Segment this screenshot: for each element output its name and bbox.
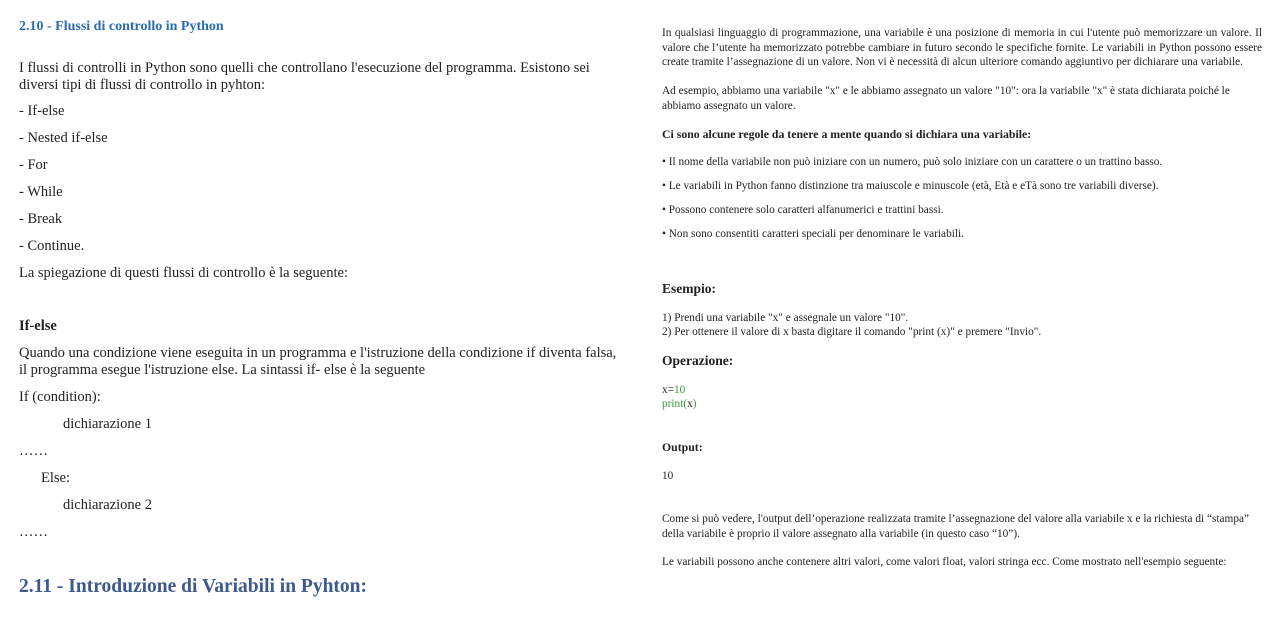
ifelse-heading: If-else — [19, 318, 57, 334]
rule-item: • Non sono consentiti caratteri speciali per denominare le variabili. — [662, 228, 964, 240]
example-step-2: 2) Per ottenere il valore di x basta digitare il comando "print (x)" e premere "Invio". — [662, 326, 1042, 338]
syntax-if: If (condition): — [19, 389, 101, 405]
variables-paragraph-2: Ad esempio, abbiamo una variabile "x" e le abbiamo assegnato un valore "10": ora la variabile "x" è stata dichiarata poiché le abbiamo assegnato un valore. — [662, 85, 1230, 112]
output-value: 10 — [662, 470, 674, 482]
syntax-ellipsis-2: …… — [19, 524, 48, 540]
section-210-title: 2.10 - Flussi di controllo in Python — [19, 19, 224, 34]
output-heading: Output: — [662, 440, 703, 454]
code-print-close: ) — [692, 398, 697, 410]
rule-item: • Il nome della variabile non può iniziare con un numero, può solo iniziare con un carattere o un trattino basso. — [662, 156, 1163, 168]
flow-item-while: - While — [19, 184, 63, 200]
flow-item-break: - Break — [19, 211, 63, 227]
flow-item-continue: - Continue. — [19, 238, 85, 254]
intro-paragraph: I flussi di controlli in Python sono quelli che controllano l'esecuzione del programma. Esistono sei diversi tipi di flussi di controllo in pyhton: — [19, 60, 590, 93]
code-var: x — [662, 384, 668, 396]
rule-item: • Le variabili in Python fanno distinzione tra maiuscole e minuscole (età, Età e eTà sono tre variabili diverse). — [662, 180, 1159, 192]
syntax-declaration-1: dichiarazione 1 — [63, 416, 152, 432]
example-heading: Esempio: — [662, 281, 716, 296]
flow-item-ifelse: - If-else — [19, 103, 65, 119]
flow-item-nested: - Nested if-else — [19, 130, 108, 146]
section-211-title: 2.11 - Introduzione di Variabili in Pyhton: — [19, 576, 368, 597]
explanation-intro: La spiegazione di questi flussi di controllo è la seguente: — [19, 265, 348, 281]
variables-types-paragraph: Le variabili possono anche contenere altri valori, come valori float, valori stringa ecc. Come mostrato nell'esempio seguente: — [662, 556, 1227, 568]
code-equals: = — [667, 384, 675, 396]
syntax-declaration-2: dichiarazione 2 — [63, 497, 152, 513]
operation-heading: Operazione: — [662, 353, 734, 368]
syntax-else: Else: — [41, 470, 70, 486]
example-step-1: 1) Prendi una variabile "x" e assegnale un valore "10". — [662, 312, 909, 324]
code-line-1 — [662, 383, 1262, 398]
variables-paragraph-1: In qualsiasi linguaggio di programmazione, una variabile è una posizione di memoria in cui l'utente può memorizzare un valore. Il valore che l’utente ha memorizzato potrebbe cambiare in futuro secondo le specifiche fornite. Le variabili in Python possono essere create tramite l’assegnazione di un valore. Non vi è necessità di alcun ulteriore comando aggiuntivo per dichiarare una variabile. — [662, 27, 1262, 68]
rules-heading: Ci sono alcune regole da tenere a mente quando si dichiara una variabile: — [662, 127, 1032, 141]
ifelse-description: Quando una condizione viene eseguita in un programma e l'istruzione della condizione if diventa falsa, il programma esegue l'istruzione else. La sintassi if- else è la seguente — [19, 345, 617, 378]
code-print-arg: x — [687, 398, 693, 410]
code-print-fn: print( — [662, 398, 688, 410]
syntax-ellipsis-1: …… — [19, 443, 48, 459]
output-explanation: Come si può vedere, l'output dell’operazione realizzata tramite l’assegnazione del valore alla variabile x e la richiesta di “stampa” della variabile è proprio il valore assegnato alla variabile (in questo caso “10”). — [662, 513, 1250, 540]
code-line-2 — [662, 397, 1262, 412]
flow-item-for: - For — [19, 157, 48, 173]
rule-item: • Possono contenere solo caratteri alfanumerici e trattini bassi. — [662, 204, 944, 216]
code-value: 10 — [674, 384, 686, 396]
